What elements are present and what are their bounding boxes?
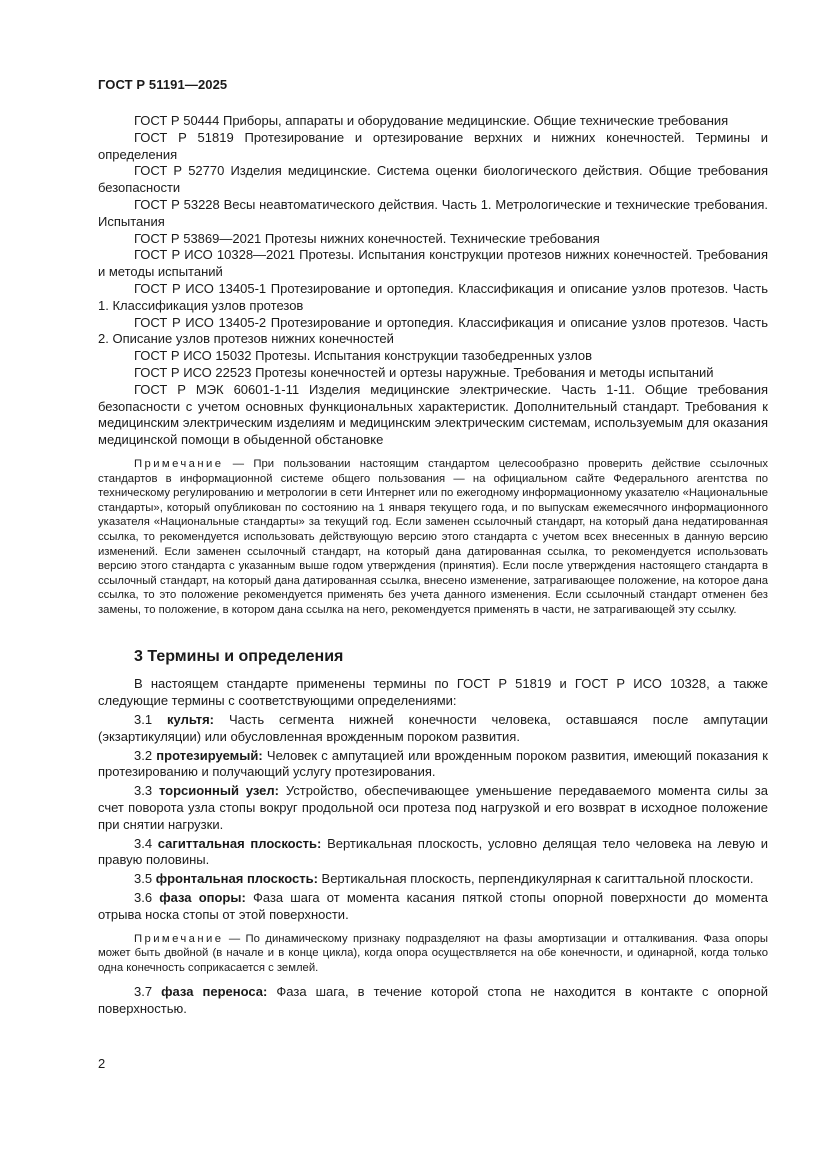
- term-entry: [98, 890, 768, 924]
- term-definition: Фаза шага от момента касания пяткой стопы опорной поверхности до момента отрыва носка стопы от этой поверхности.: [98, 890, 768, 922]
- term-name: сагиттальная плоскость:: [157, 835, 322, 851]
- reference-item: ГОСТ Р ИСО 13405-2 Протезирование и ортопедия. Классификация и описание узлов протезов. Часть 2. Описание узлов протезов нижних конечностей: [98, 314, 768, 347]
- term-name: протезируемый:: [156, 747, 263, 763]
- section-intro: В настоящем стандарте применены термины по ГОСТ Р 51819 и ГОСТ Р ИСО 10328, а также следующие термины с соответствующими определениями:: [98, 676, 768, 709]
- note-label: Примечание: [134, 457, 224, 470]
- note-text: — По динамическому признаку подразделяют на фазы амортизации и отталкивания. Фаза опоры может быть двойной (в начале и в конце цикла), когда опора осуществляется на обе конечности, и одинарной, когда только одна конечность соприкасается с землей.: [98, 932, 768, 974]
- reference-item: ГОСТ Р МЭК 60601-1-11 Изделия медицинские электрические. Часть 1-11. Общие требования безопасности с учетом основных функциональных характеристик. Дополнительный стандарт. Требования к медицинским электрическим изделиям и медицинским электрическим системам, используемым для оказания медицинской помощи в обыденной обстановке: [98, 381, 768, 448]
- term-entry: [98, 871, 768, 888]
- reference-item: ГОСТ Р 51819 Протезирование и ортезирование верхних и нижних конечностей. Термины и определения: [98, 129, 768, 162]
- term-number: 3.5: [134, 871, 153, 887]
- term-number: 3.1: [134, 712, 153, 728]
- note-text: — При пользовании настоящим стандартом целесообразно проверить действие ссылочных стандартов в информационной системе общего пользования — на официальном сайте Федерального агентства по техническому регулированию и метрологии в сети Интернет или по ежегодному информационному указателю «Национальные стандарты», который опубликован по состоянию на 1 января текущего года, и по выпускам ежемесячного информационного указателя «Национальные стандарты» за текущий год. Если заменен ссылочный стандарт, на который дана недатированная ссылка, то рекомендуется использовать действующую версию этого стандарта с учетом всех внесенных в данную версию изменений. Если заменен ссылочный стандарт, на который дана датированная ссылка, то рекомендуется использовать версию этого стандарта с указанным выше годом утверждения (принятия). Если после утверждения настоящего стандарта в ссылочный стандарт, на который дана датированная ссылка, внесено изменение, затрагивающее положение, на которое дана ссылка, то это положение рекомендуется применять без учета данного изменения. Если ссылочный стандарт отменен без замены, то положение, в котором дана ссылка на него, рекомендуется применять в части, не затрагивающей эту ссылку.: [98, 457, 768, 616]
- term-name: фаза опоры:: [159, 890, 246, 906]
- term-definition: Вертикальная плоскость, перпендикулярная к сагиттальной плоскости.: [317, 871, 754, 887]
- term-name: фаза переноса:: [161, 984, 268, 1000]
- term-entry: [98, 984, 768, 1018]
- term-definition: Фаза шага, в течение которой стопа не находится в контакте с опорной поверхностью.: [98, 984, 768, 1017]
- term-entry: [98, 712, 768, 746]
- term-number: 3.7: [134, 984, 153, 1000]
- reference-item: ГОСТ Р 52770 Изделия медицинские. Система оценки биологического действия. Общие требования безопасности: [98, 163, 768, 196]
- note-label: Примечание: [134, 932, 224, 945]
- term-number: 3.4: [134, 835, 153, 851]
- term-number: 3.3: [134, 783, 153, 799]
- term-definition: Устройство, обеспечивающее уменьшение передаваемого момента силы за счет поворота узла стопы вокруг продольной оси протеза под нагрузкой и его возврат в исходное положение при снятии нагрузки.: [98, 783, 768, 832]
- term-entry: [98, 836, 768, 870]
- references-note: [98, 457, 768, 618]
- term-name: фронтальная плоскость:: [155, 871, 318, 887]
- term-number: 3.6: [134, 890, 153, 906]
- term-name: торсионный узел:: [158, 783, 279, 799]
- reference-item: ГОСТ Р 53869—2021 Протезы нижних конечностей. Технические требования: [134, 230, 600, 246]
- terms-section: [98, 676, 768, 1018]
- term-definition: Человек с ампутацией или врожденным пороком развития, имеющий показания к протезированию и получающий услугу протезирования.: [98, 747, 768, 780]
- term-number: 3.2: [134, 747, 153, 763]
- term-note: [98, 932, 768, 976]
- document-header: ГОСТ Р 51191—2025: [98, 77, 228, 92]
- reference-item: ГОСТ Р ИСО 10328—2021 Протезы. Испытания конструкции протезов нижних конечностей. Требования и методы испытаний: [98, 247, 768, 280]
- document-body: [98, 113, 768, 1018]
- reference-item: ГОСТ Р ИСО 15032 Протезы. Испытания конструкции тазобедренных узлов: [134, 348, 593, 364]
- term-name: культя:: [167, 712, 215, 728]
- term-entry: [98, 748, 768, 782]
- term-entry: [98, 783, 768, 833]
- term-definition: Часть сегмента нижней конечности человека, оставшаяся после ампутации (экзартикуляции) или обусловленная врожденным пороком развития.: [98, 712, 768, 744]
- reference-item: ГОСТ Р ИСО 13405-1 Протезирование и ортопедия. Классификация и описание узлов протезов. Часть 1. Классификация узлов протезов: [98, 280, 768, 313]
- reference-item: ГОСТ Р 53228 Весы неавтоматического действия. Часть 1. Метрологические и технические требования. Испытания: [98, 196, 768, 229]
- reference-item: ГОСТ Р ИСО 22523 Протезы конечностей и ортезы наружные. Требования и методы испытаний: [134, 364, 714, 380]
- normative-references-list: [98, 113, 768, 449]
- section-heading: 3 Термины и определения: [134, 648, 344, 666]
- reference-item: ГОСТ Р 50444 Приборы, аппараты и оборудование медицинские. Общие технические требования: [134, 113, 729, 128]
- term-definition: Вертикальная плоскость, условно делящая тело человека на левую и правую половины.: [98, 835, 768, 868]
- page-number: 2: [98, 1056, 106, 1071]
